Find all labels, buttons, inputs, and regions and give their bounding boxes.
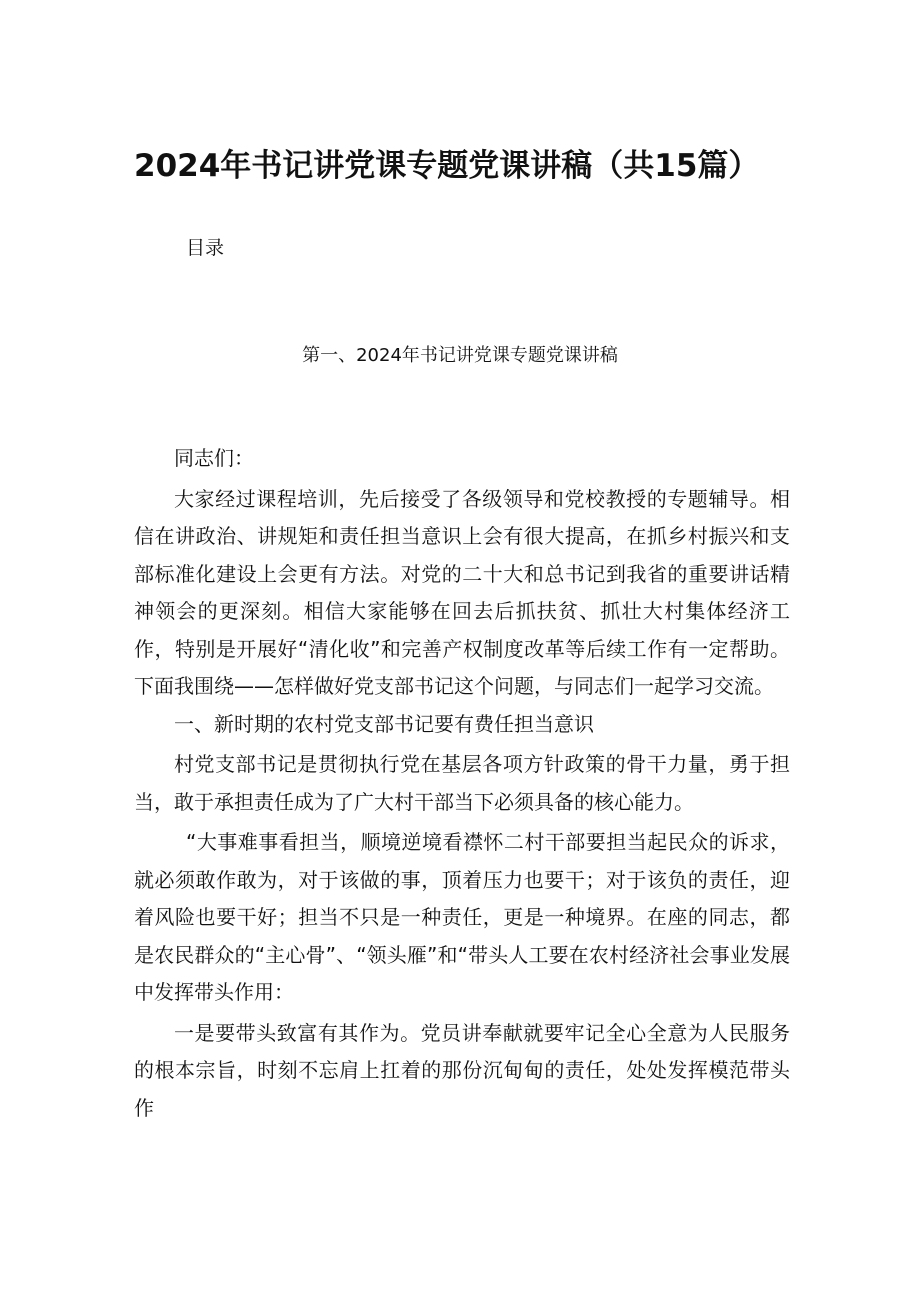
- document-body: [134, 440, 790, 1127]
- body-paragraph: 一是要带头致富有其作为。党员讲奉献就要牢记全心全意为人民服务的根本宗旨，时刻不忘肩上扛着的那份沉甸甸的责任，处处发挥模范带头作: [134, 1020, 790, 1120]
- greeting-paragraph: 同志们：: [174, 446, 254, 470]
- body-paragraph: “大事难事看担当，顺境逆境看襟怀二村干部要担当起民众的诉求，就必须敢作敢为，对于该做的事，顶着压力也要干；对于该负的责任，迎着风险也要干好；担当不只是一种责任，更是一种境界。在座的同志，都是农民群众的“主心骨”、“领头雁”和“带头人工要在农村经济社会事业发展中发挥带头作用：: [134, 830, 790, 1004]
- table-of-contents-label: 目录: [186, 237, 225, 259]
- body-paragraph: 大家经过课程培训，先后接受了各级领导和党校教授的专题辅导。相信在讲政治、讲规矩和责任担当意识上会有很大提高，在抓乡村振兴和支部标准化建设上会更有方法。对党的二十大和总书记到我省的重要讲话精神领会的更深刻。相信大家能够在回去后抓扶贫、抓壮大村集体经济工作，特别是开展好“清化收”和完善产权制度改革等后续工作有一定帮助。下面我围绕——怎样做好党支部书记这个问题，与同志们一起学习交流。: [134, 486, 790, 698]
- document-title: 2024年书记讲党课专题党课讲稿（共15篇）: [134, 148, 760, 184]
- body-paragraph: 村党支部书记是贯彻执行党在基层各项方针政策的骨干力量，勇于担当，敢于承担责任成为了广大村干部当下必须具备的核心能力。: [134, 752, 790, 814]
- chapter-heading: 第一、2024年书记讲党课专题党课讲稿: [302, 345, 618, 366]
- section-heading: 一、新时期的农村党支部书记要有费任担当意识: [174, 711, 594, 736]
